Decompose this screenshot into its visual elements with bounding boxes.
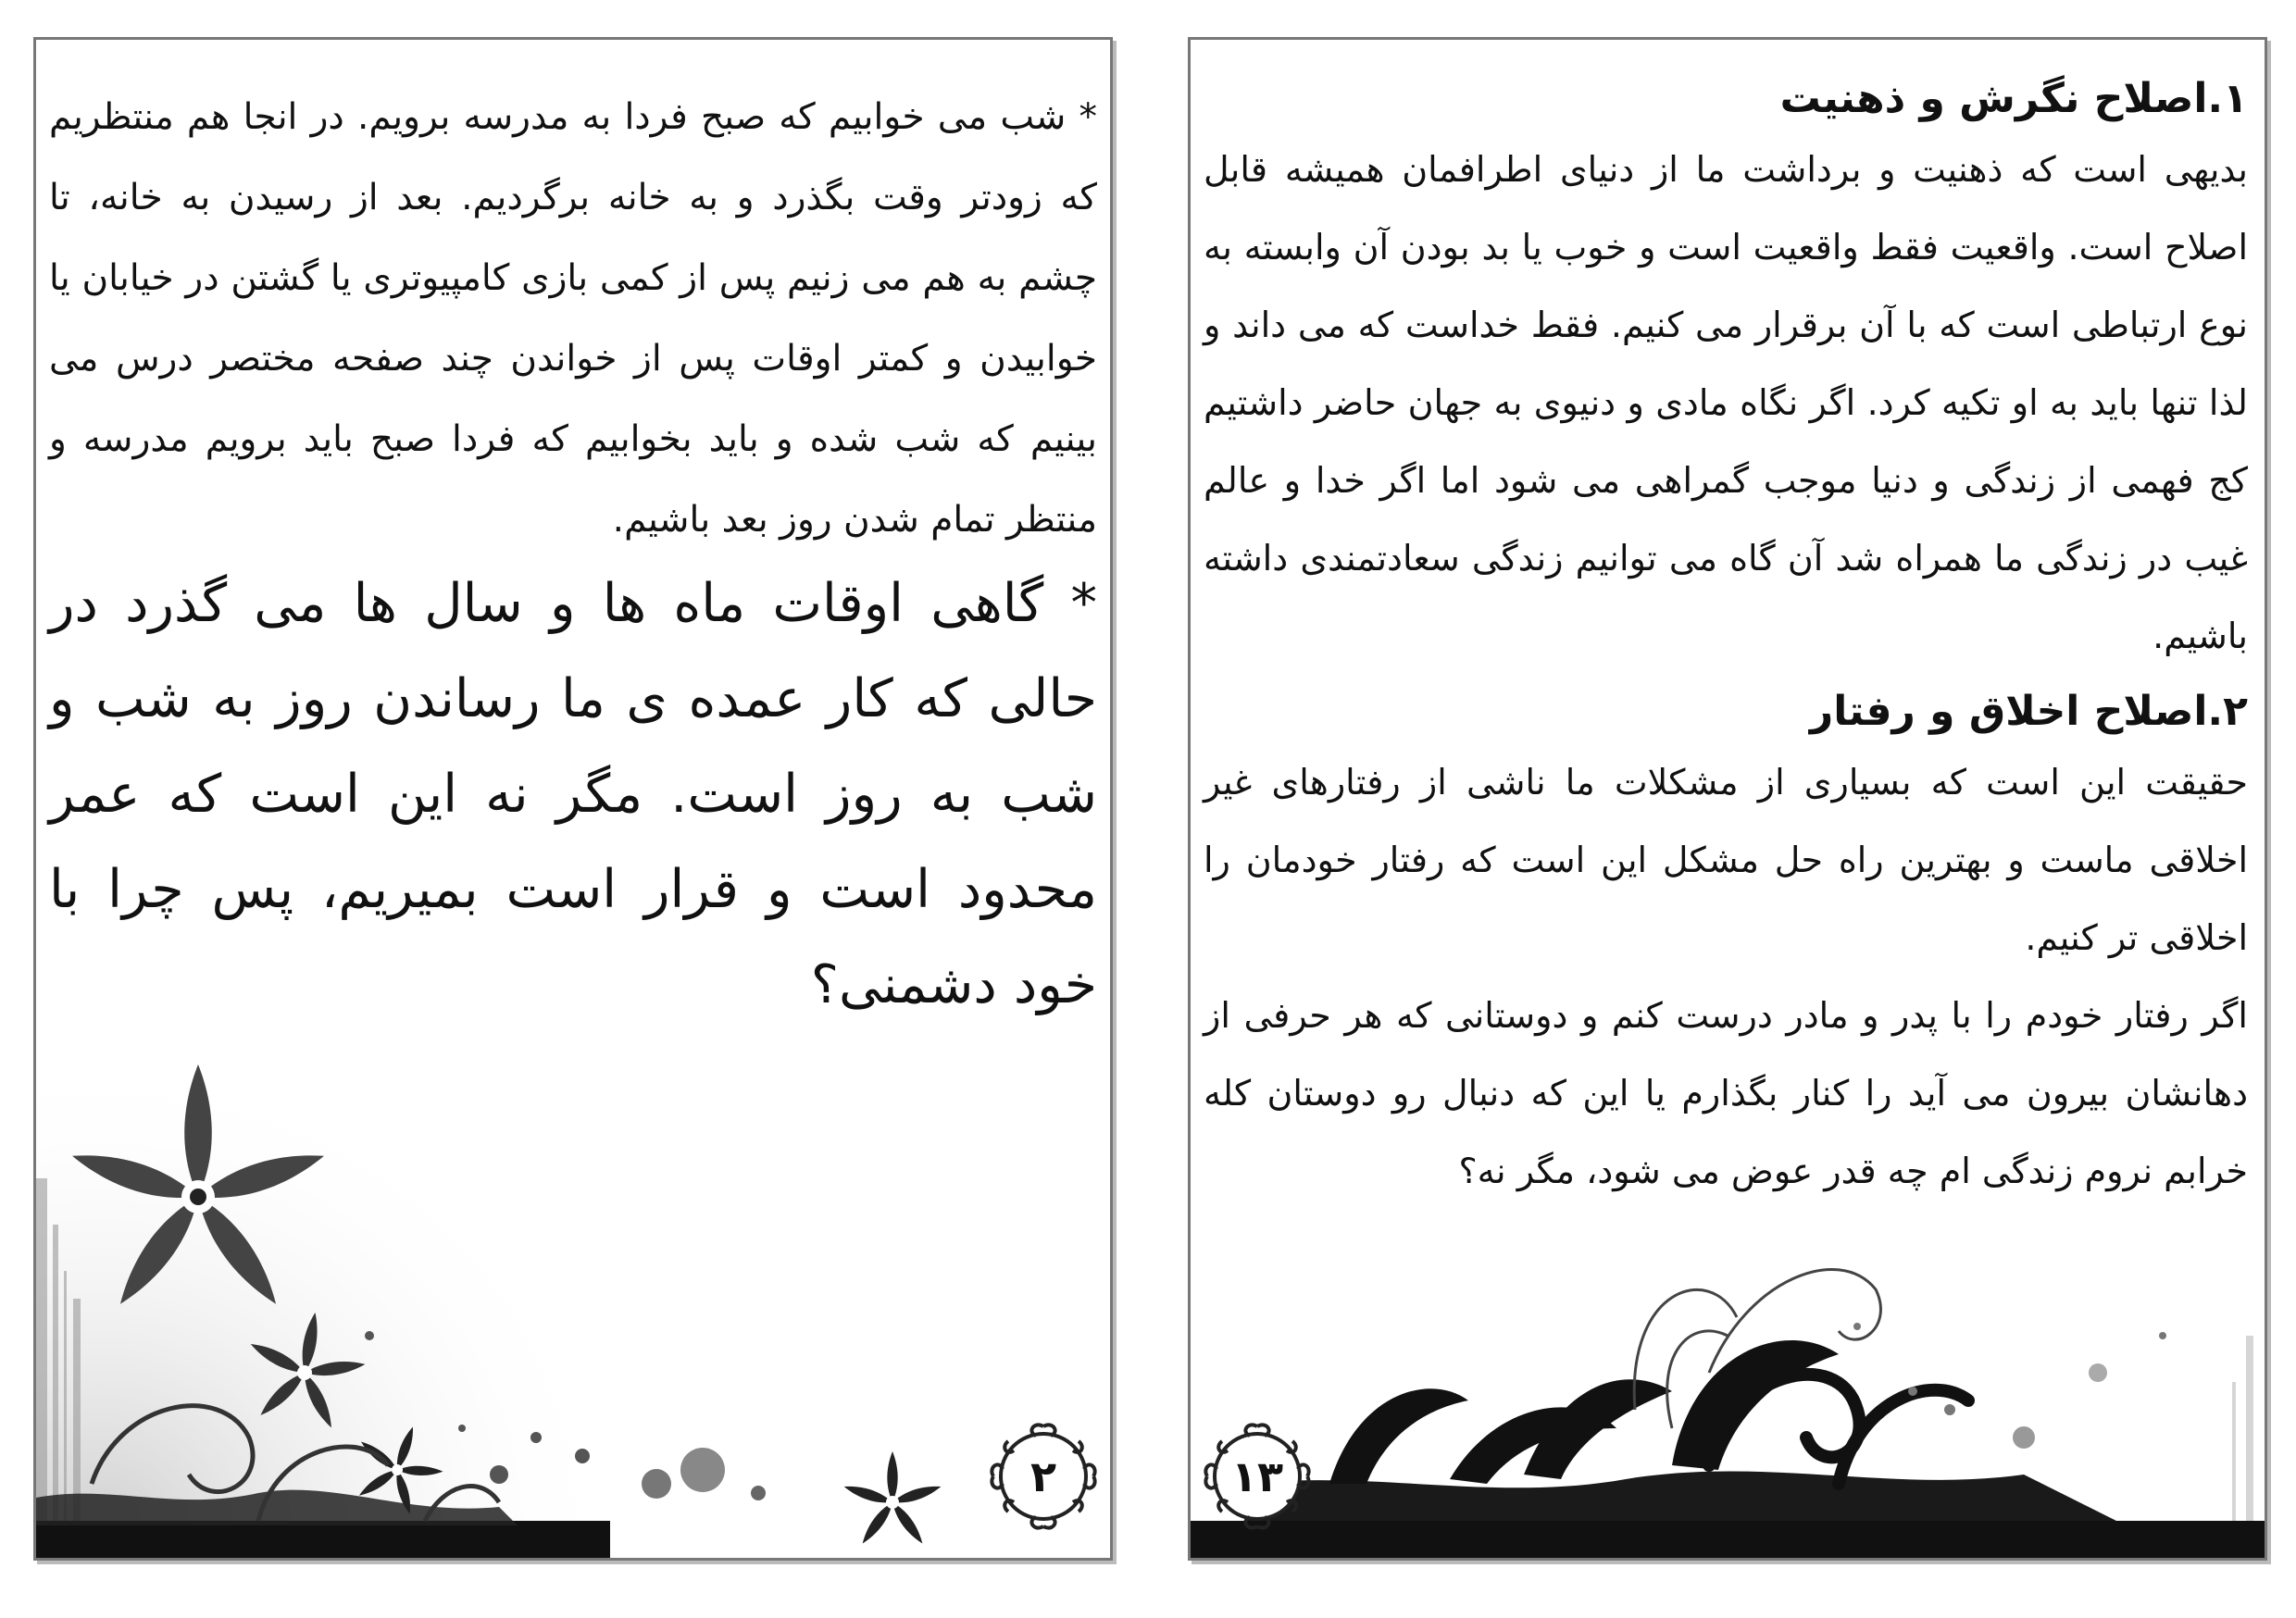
left-page bbox=[33, 37, 1113, 1561]
page-number: ۲ bbox=[1029, 1451, 1057, 1501]
right-paragraph-3: اگر رفتار خودم را با پدر و مادر درست کنم و دوستانی که هر حرفی از دهانشان بیرون می آید را کنار بگذارم یا این که دنبال رو دوستان کله خرابم نروم زندگی ام چه قدر عوض می شود، مگر نه؟ bbox=[1204, 995, 2248, 1191]
section-heading-1: ۱.اصلاح نگرش و ذهنیت bbox=[1779, 75, 2248, 122]
right-page-text bbox=[1204, 62, 2248, 1210]
left-paragraph-1: * شب می خوابیم که صبح فردا به مدرسه برویم. در انجا هم منتظریم که زودتر وقت بگذرد و به خانه برگردیم. بعد از رسیدن به خانه، تا چشم به هم می زنیم پس از کمی بازی کامپیوتری یا گشتن در خیابان یا خوابیدن و کمتر اوقات پس از خواندن چند صفحه مختصر درس می بینیم که شب شده و باید بخوابیم که فردا صبح باید برویم مدرسه و منتظر تمام شدن روز بعد باشیم. bbox=[49, 96, 1097, 541]
right-page bbox=[1188, 37, 2267, 1561]
left-paragraph-2: * گاهی اوقات ماه ها و سال ها می گذرد در حالی که کار عمده ی ما رساندن روز به شب و شب به روز است. مگر نه این است که عمر محدود است و قرار است بمیریم، پس چرا با خود دشمنی؟ bbox=[49, 573, 1097, 1015]
left-page-text bbox=[49, 77, 1097, 1033]
page-number-badge bbox=[1200, 1419, 1315, 1534]
page-number-badge bbox=[986, 1419, 1101, 1534]
section-heading-2: ۲.اصلاح اخلاق و رفتار bbox=[1809, 688, 2248, 735]
right-paragraph-2: حقیقت این است که بسیاری از مشکلات ما ناشی از رفتارهای غیر اخلاقی ماست و بهترین راه حل مشکل این است که رفتار خودمان را اخلاقی تر کنیم. bbox=[1204, 762, 2248, 958]
right-paragraph-1: بدیهی است که ذهنیت و برداشت ما از دنیای اطرافمان همیشه قابل اصلاح است. واقعیت فقط واقعیت است و خوب یا بد بودن آن وابسته به نوع ارتباطی است که با آن برقرار می کنیم. فقط خداست که می داند و لذا تنها باید به او تکیه کرد. اگر نگاه مادی و دنیوی به جهان حاضر داشتیم کج فهمی از زندگی و دنیا موجب گمراهی می شود اما اگر خدا و عالم غیب در زندگی ما همراه شد آن گاه می توانیم زندگی سعادتمندی داشته باشیم. bbox=[1204, 149, 2248, 656]
page-number: ۱۳ bbox=[1230, 1451, 1284, 1501]
